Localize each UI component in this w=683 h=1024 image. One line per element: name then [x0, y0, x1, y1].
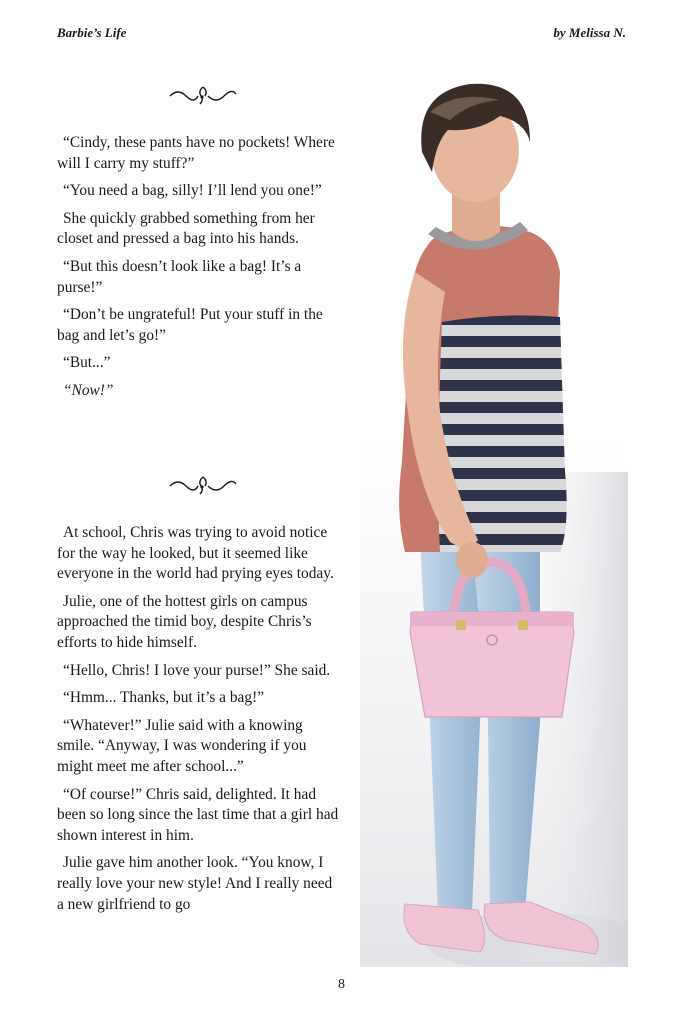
illustration-person-with-pink-handbag [360, 72, 628, 967]
paragraph: “Now!” [63, 381, 114, 399]
scroll-ornament-icon [168, 474, 238, 496]
figure-drawing [360, 72, 628, 967]
paragraph: “You need a bag, silly! I’ll lend you one!” [63, 182, 322, 200]
paragraph: She quickly grabbed something from her closet and pressed a bag into his hands. [57, 209, 315, 248]
paragraph: “But...” [63, 354, 111, 372]
paragraph: “Don’t be ungrateful! Put your stuff in the bag and let’s go!” [57, 306, 323, 344]
paragraph: Julie, one of the hottest girls on campus approached the timid boy, despite Chris’s efforts to hide himself. [57, 592, 312, 651]
paragraph: “Whatever!” Julie said with a knowing smile. “Anyway, I was wondering if you might meet me after school...” [57, 716, 307, 775]
scroll-ornament-icon [168, 84, 238, 106]
paragraph: “Hello, Chris! I love your purse!” She said. [63, 661, 331, 679]
paragraph: “Hmm... Thanks, but it’s a bag!” [63, 689, 265, 707]
running-header-author: by Melissa N. [553, 25, 626, 40]
paragraph: “Of course!” Chris said, delighted. It had been so long since the last time that a girl had shown interest in him. [57, 785, 339, 844]
paragraph: “Cindy, these pants have no pockets! Where will I carry my stuff?” [57, 134, 335, 172]
text-section-2 [57, 523, 342, 922]
paragraph: Julie gave him another look. “You know, I really love your new style! And I really need a new girlfriend to go [57, 854, 333, 913]
running-header-title: Barbie’s Life [57, 25, 127, 40]
paragraph: “But this doesn’t look like a bag! It’s a purse!” [57, 257, 302, 296]
text-section-1 [57, 133, 342, 409]
paragraph: At school, Chris was trying to avoid notice for the way he looked, but it seemed like everyone in the world had prying eyes today. [57, 524, 334, 583]
page-number: 8 [338, 977, 345, 992]
